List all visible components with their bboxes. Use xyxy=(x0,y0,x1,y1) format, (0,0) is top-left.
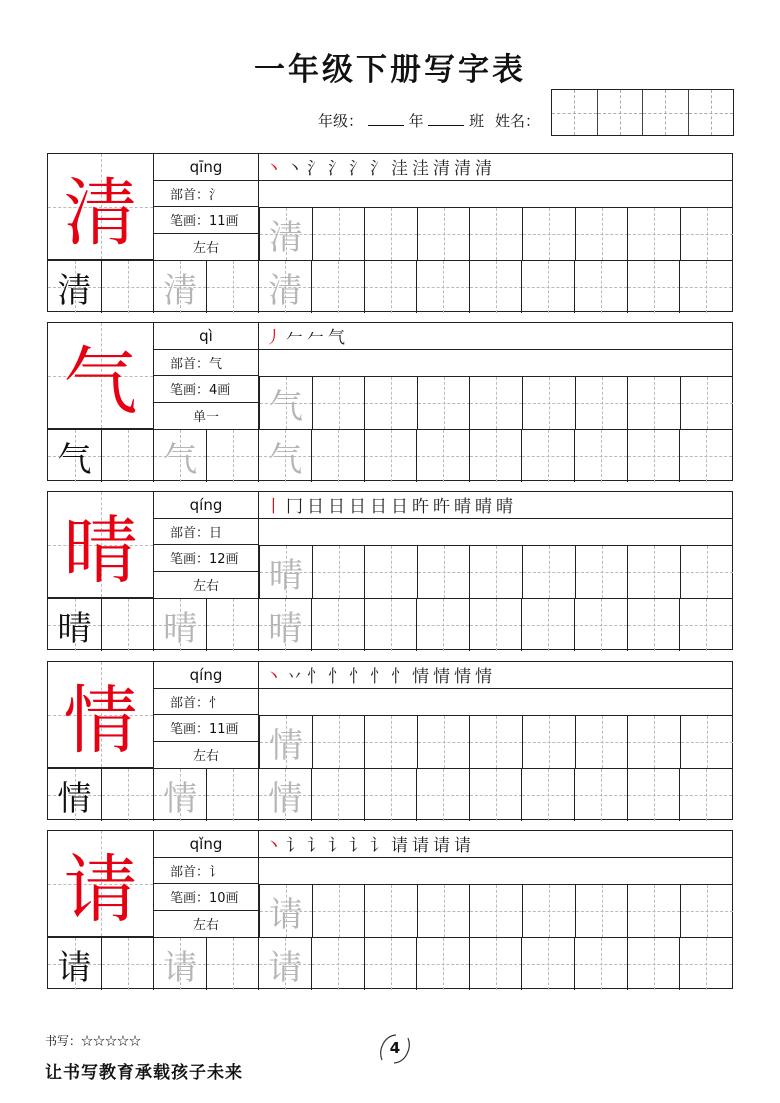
practice-cell[interactable] xyxy=(469,768,522,821)
stroke-step: 冂 xyxy=(286,497,303,518)
model-character-text: 清 xyxy=(63,169,138,256)
practice-cell[interactable] xyxy=(364,715,417,768)
radical: 部首：气 xyxy=(154,350,258,377)
stroke-step: 晴 xyxy=(496,497,513,518)
practice-cell[interactable] xyxy=(574,260,627,313)
practice-cell[interactable] xyxy=(101,429,154,482)
stroke-step: 𠂉 xyxy=(307,328,324,349)
stroke-step: 日 xyxy=(391,497,408,518)
stroke-count: 笔画：11画 xyxy=(154,207,258,234)
practice-cell[interactable] xyxy=(311,260,364,313)
trace-character: 气 xyxy=(269,386,303,427)
stroke-step: 气 xyxy=(328,328,345,349)
class-blank[interactable] xyxy=(428,111,464,126)
stroke-step: 请 xyxy=(433,836,450,857)
stroke-step: 讠 xyxy=(286,836,303,857)
practice-cell[interactable] xyxy=(364,598,417,651)
year-label: 年 xyxy=(408,112,424,130)
trace-character: 情 xyxy=(269,725,303,766)
trace-character: 晴 xyxy=(269,555,303,596)
trace-character: 情 xyxy=(268,778,303,819)
practice-cell[interactable] xyxy=(627,207,680,260)
trace-character: 晴 xyxy=(163,608,198,649)
pinyin: qíng xyxy=(154,662,258,689)
practice-cell[interactable] xyxy=(575,715,628,768)
practice-cell[interactable] xyxy=(259,207,312,260)
practice-cell[interactable] xyxy=(417,545,470,598)
stroke-step: 讠 xyxy=(307,836,324,857)
practice-cell[interactable] xyxy=(680,884,733,937)
stroke-step: 讠 xyxy=(370,836,387,857)
practice-cell[interactable] xyxy=(627,260,680,313)
page-title: 一年级下册写字表 xyxy=(254,52,526,88)
sample-character: 晴 xyxy=(57,608,92,649)
trace-character: 气 xyxy=(163,439,198,480)
practice-cell[interactable] xyxy=(574,598,627,651)
practice-cell[interactable] xyxy=(627,715,680,768)
practice-cell[interactable] xyxy=(575,376,628,429)
practice-cell[interactable] xyxy=(679,260,732,313)
stroke-step: 丿 xyxy=(265,328,282,349)
stroke-step: 晴 xyxy=(454,497,471,518)
practice-cell[interactable] xyxy=(206,429,259,482)
practice-cell[interactable] xyxy=(522,545,575,598)
practice-cell[interactable] xyxy=(416,260,469,313)
pinyin: qīng xyxy=(154,154,258,181)
name-cell[interactable] xyxy=(643,90,689,135)
practice-cell[interactable] xyxy=(417,715,470,768)
stroke-step: 丶 xyxy=(265,667,282,688)
name-cell[interactable] xyxy=(689,90,734,135)
model-character xyxy=(48,492,154,598)
stroke-count: 笔画：11画 xyxy=(154,715,258,742)
practice-cell[interactable] xyxy=(259,376,312,429)
sample-character: 请 xyxy=(57,947,92,988)
practice-cell[interactable] xyxy=(101,260,154,313)
practice-cell[interactable] xyxy=(153,768,206,821)
practice-cell[interactable] xyxy=(522,376,575,429)
practice-cell[interactable] xyxy=(574,937,627,990)
practice-cell[interactable] xyxy=(575,545,628,598)
character-block xyxy=(47,830,733,989)
practice-cell[interactable] xyxy=(101,768,154,821)
page-number xyxy=(376,1030,414,1068)
stroke-step: 日 xyxy=(370,497,387,518)
practice-cell[interactable] xyxy=(679,598,732,651)
practice-cell[interactable] xyxy=(416,598,469,651)
blank-row xyxy=(259,350,732,377)
practice-cell[interactable] xyxy=(416,429,469,482)
practice-cell[interactable] xyxy=(259,715,312,768)
stroke-count: 笔画：4画 xyxy=(154,376,258,403)
stroke-step: 氵 xyxy=(307,159,324,180)
character-info xyxy=(154,662,259,768)
practice-cell[interactable] xyxy=(312,884,365,937)
practice-cell[interactable] xyxy=(417,376,470,429)
practice-cell[interactable] xyxy=(259,545,312,598)
model-character-text: 晴 xyxy=(63,507,138,594)
trace-character: 情 xyxy=(163,778,198,819)
stroke-step: 氵 xyxy=(370,159,387,180)
character-info xyxy=(154,831,259,937)
practice-cell[interactable] xyxy=(469,429,522,482)
name-grid[interactable] xyxy=(551,89,734,136)
structure: 单一 xyxy=(192,410,219,426)
stroke-step: 情 xyxy=(412,667,429,688)
stroke-step: 旿 xyxy=(433,497,450,518)
radical: 部首：日 xyxy=(154,519,258,546)
stroke-order xyxy=(259,323,732,350)
practice-cell[interactable] xyxy=(311,768,364,821)
stroke-step: 请 xyxy=(391,836,408,857)
character-info xyxy=(154,154,259,260)
practice-cell[interactable] xyxy=(680,376,733,429)
stroke-step: 清 xyxy=(433,159,450,180)
practice-cell[interactable] xyxy=(627,598,680,651)
stroke-step: 日 xyxy=(307,497,324,518)
practice-cell[interactable] xyxy=(153,598,206,651)
practice-cell[interactable] xyxy=(259,884,312,937)
practice-cell[interactable] xyxy=(311,937,364,990)
motto: 让书写教育承载孩子未来 xyxy=(45,1063,243,1083)
stroke-step: 忄 xyxy=(307,667,324,688)
practice-cell[interactable] xyxy=(469,884,522,937)
name-cell[interactable] xyxy=(552,90,598,135)
blank-row xyxy=(259,689,732,716)
practice-cell[interactable] xyxy=(312,715,365,768)
model-character xyxy=(48,662,154,768)
practice-cell[interactable] xyxy=(311,429,364,482)
stroke-step: 晴 xyxy=(475,497,492,518)
practice-cell[interactable] xyxy=(48,260,101,313)
model-character xyxy=(48,154,154,260)
trace-character: 清 xyxy=(268,270,303,311)
stroke-step: 情 xyxy=(433,667,450,688)
practice-cell[interactable] xyxy=(627,884,680,937)
trace-character: 请 xyxy=(269,894,303,935)
practice-cell[interactable] xyxy=(469,937,522,990)
trace-character: 请 xyxy=(163,947,198,988)
stroke-step: 丶 xyxy=(286,159,303,180)
practice-cell[interactable] xyxy=(258,260,311,313)
practice-cell[interactable] xyxy=(416,937,469,990)
practice-cell[interactable] xyxy=(627,376,680,429)
stroke-step: 忄 xyxy=(349,667,366,688)
character-info xyxy=(154,492,259,598)
name-label: 姓名： xyxy=(494,112,540,130)
practice-cell[interactable] xyxy=(48,937,101,990)
practice-cell[interactable] xyxy=(48,429,101,482)
practice-cell[interactable] xyxy=(522,715,575,768)
practice-cell[interactable] xyxy=(153,429,206,482)
stroke-step: 氵 xyxy=(349,159,366,180)
character-block xyxy=(47,153,733,312)
stroke-step: 情 xyxy=(454,667,471,688)
practice-cell[interactable] xyxy=(312,207,365,260)
practice-cell[interactable] xyxy=(364,937,417,990)
stroke-step: 丶 xyxy=(265,836,282,857)
stroke-step: 讠 xyxy=(328,836,345,857)
trace-character: 清 xyxy=(163,270,198,311)
sample-character: 气 xyxy=(57,439,92,480)
pinyin: qíng xyxy=(154,492,258,519)
page-number-text: 4 xyxy=(389,1039,401,1057)
practice-cell[interactable] xyxy=(101,937,154,990)
stroke-order xyxy=(259,492,732,519)
student-info xyxy=(318,110,540,131)
practice-cell[interactable] xyxy=(258,429,311,482)
stroke-step: 讠 xyxy=(349,836,366,857)
practice-cell[interactable] xyxy=(364,260,417,313)
practice-cell[interactable] xyxy=(521,429,574,482)
practice-cell[interactable] xyxy=(627,545,680,598)
practice-cell[interactable] xyxy=(574,429,627,482)
stroke-step: 氵 xyxy=(328,159,345,180)
practice-cell[interactable] xyxy=(627,429,680,482)
stroke-step: 𠂉 xyxy=(286,328,303,349)
rating-text: 书写：☆☆☆☆☆ xyxy=(45,1034,142,1048)
grade-blank[interactable] xyxy=(368,111,404,126)
sample-character: 清 xyxy=(57,270,92,311)
practice-cell[interactable] xyxy=(680,207,733,260)
name-cell[interactable] xyxy=(598,90,644,135)
trace-character: 请 xyxy=(268,947,303,988)
stroke-step: 洼 xyxy=(412,159,429,180)
practice-cell[interactable] xyxy=(206,937,259,990)
stroke-step: 情 xyxy=(475,667,492,688)
practice-cell[interactable] xyxy=(680,715,733,768)
stroke-step: 忄 xyxy=(370,667,387,688)
practice-cell[interactable] xyxy=(627,937,680,990)
radical: 部首：讠 xyxy=(154,858,258,885)
practice-cell[interactable] xyxy=(417,884,470,937)
practice-cell[interactable] xyxy=(364,884,417,937)
pinyin: qǐng xyxy=(154,831,258,858)
model-character xyxy=(48,831,154,937)
model-character-text: 情 xyxy=(63,677,138,764)
character-info xyxy=(154,323,259,429)
stroke-step: 忄 xyxy=(391,667,408,688)
practice-cell[interactable] xyxy=(206,768,259,821)
practice-cell[interactable] xyxy=(364,768,417,821)
practice-cell[interactable] xyxy=(521,768,574,821)
grade-label: 年级： xyxy=(318,112,364,130)
practice-cell[interactable] xyxy=(48,768,101,821)
character-block xyxy=(47,491,733,650)
practice-cell[interactable] xyxy=(416,768,469,821)
practice-cell[interactable] xyxy=(469,260,522,313)
practice-cell[interactable] xyxy=(48,598,101,651)
stroke-step: 旿 xyxy=(412,497,429,518)
structure: 左右 xyxy=(192,241,219,257)
structure: 左右 xyxy=(192,918,219,934)
practice-cell[interactable] xyxy=(679,937,732,990)
practice-cell[interactable] xyxy=(101,598,154,651)
practice-cell[interactable] xyxy=(521,937,574,990)
model-character xyxy=(48,323,154,429)
practice-cell[interactable] xyxy=(311,598,364,651)
practice-cell[interactable] xyxy=(206,260,259,313)
stroke-step: 清 xyxy=(475,159,492,180)
practice-cell[interactable] xyxy=(469,545,522,598)
class-label: 班 xyxy=(469,112,485,130)
trace-character: 晴 xyxy=(268,608,303,649)
model-character-text: 请 xyxy=(63,846,138,933)
trace-character: 气 xyxy=(268,439,303,480)
stroke-order xyxy=(259,831,732,858)
stroke-step: 请 xyxy=(412,836,429,857)
stroke-order xyxy=(259,662,732,689)
practice-cell[interactable] xyxy=(258,937,311,990)
blank-row xyxy=(259,519,732,546)
stroke-step: 洼 xyxy=(391,159,408,180)
practice-cell[interactable] xyxy=(417,207,470,260)
practice-cell[interactable] xyxy=(312,376,365,429)
stroke-step: 忄 xyxy=(328,667,345,688)
practice-cell[interactable] xyxy=(469,598,522,651)
practice-cell[interactable] xyxy=(364,207,417,260)
practice-cell[interactable] xyxy=(522,207,575,260)
model-character-text: 气 xyxy=(63,338,138,425)
stroke-step: 清 xyxy=(454,159,471,180)
stroke-step: 丨 xyxy=(265,497,282,518)
practice-cell[interactable] xyxy=(627,768,680,821)
radical: 部首：忄 xyxy=(154,689,258,716)
practice-cell[interactable] xyxy=(469,207,522,260)
pinyin: qì xyxy=(154,323,258,350)
blank-row xyxy=(259,858,732,885)
practice-cell[interactable] xyxy=(364,376,417,429)
blank-row xyxy=(259,181,732,208)
stroke-step: 丶 xyxy=(265,159,282,180)
practice-cell[interactable] xyxy=(469,715,522,768)
stroke-count: 笔画：12画 xyxy=(154,545,258,572)
practice-cell[interactable] xyxy=(153,937,206,990)
practice-cell[interactable] xyxy=(679,429,732,482)
practice-cell[interactable] xyxy=(258,768,311,821)
practice-cell[interactable] xyxy=(364,429,417,482)
practice-cell[interactable] xyxy=(469,376,522,429)
practice-cell[interactable] xyxy=(574,768,627,821)
practice-cell[interactable] xyxy=(575,207,628,260)
practice-cell[interactable] xyxy=(679,768,732,821)
radical: 部首：氵 xyxy=(154,181,258,208)
stroke-step: 丷 xyxy=(286,667,303,688)
stroke-step: 日 xyxy=(349,497,366,518)
practice-cell[interactable] xyxy=(521,260,574,313)
character-block xyxy=(47,322,733,481)
sample-character: 情 xyxy=(57,778,92,819)
practice-cell[interactable] xyxy=(312,545,365,598)
practice-cell[interactable] xyxy=(364,545,417,598)
stroke-count: 笔画：10画 xyxy=(154,884,258,911)
practice-cell[interactable] xyxy=(680,545,733,598)
stroke-step: 日 xyxy=(328,497,345,518)
structure: 左右 xyxy=(192,579,219,595)
practice-cell[interactable] xyxy=(575,884,628,937)
stroke-step: 请 xyxy=(454,836,471,857)
practice-cell[interactable] xyxy=(206,598,259,651)
trace-character: 清 xyxy=(269,217,303,258)
practice-cell[interactable] xyxy=(521,598,574,651)
practice-cell[interactable] xyxy=(522,884,575,937)
structure: 左右 xyxy=(192,749,219,765)
practice-cell[interactable] xyxy=(258,598,311,651)
practice-cell[interactable] xyxy=(153,260,206,313)
stroke-order xyxy=(259,154,732,181)
character-block xyxy=(47,661,733,820)
